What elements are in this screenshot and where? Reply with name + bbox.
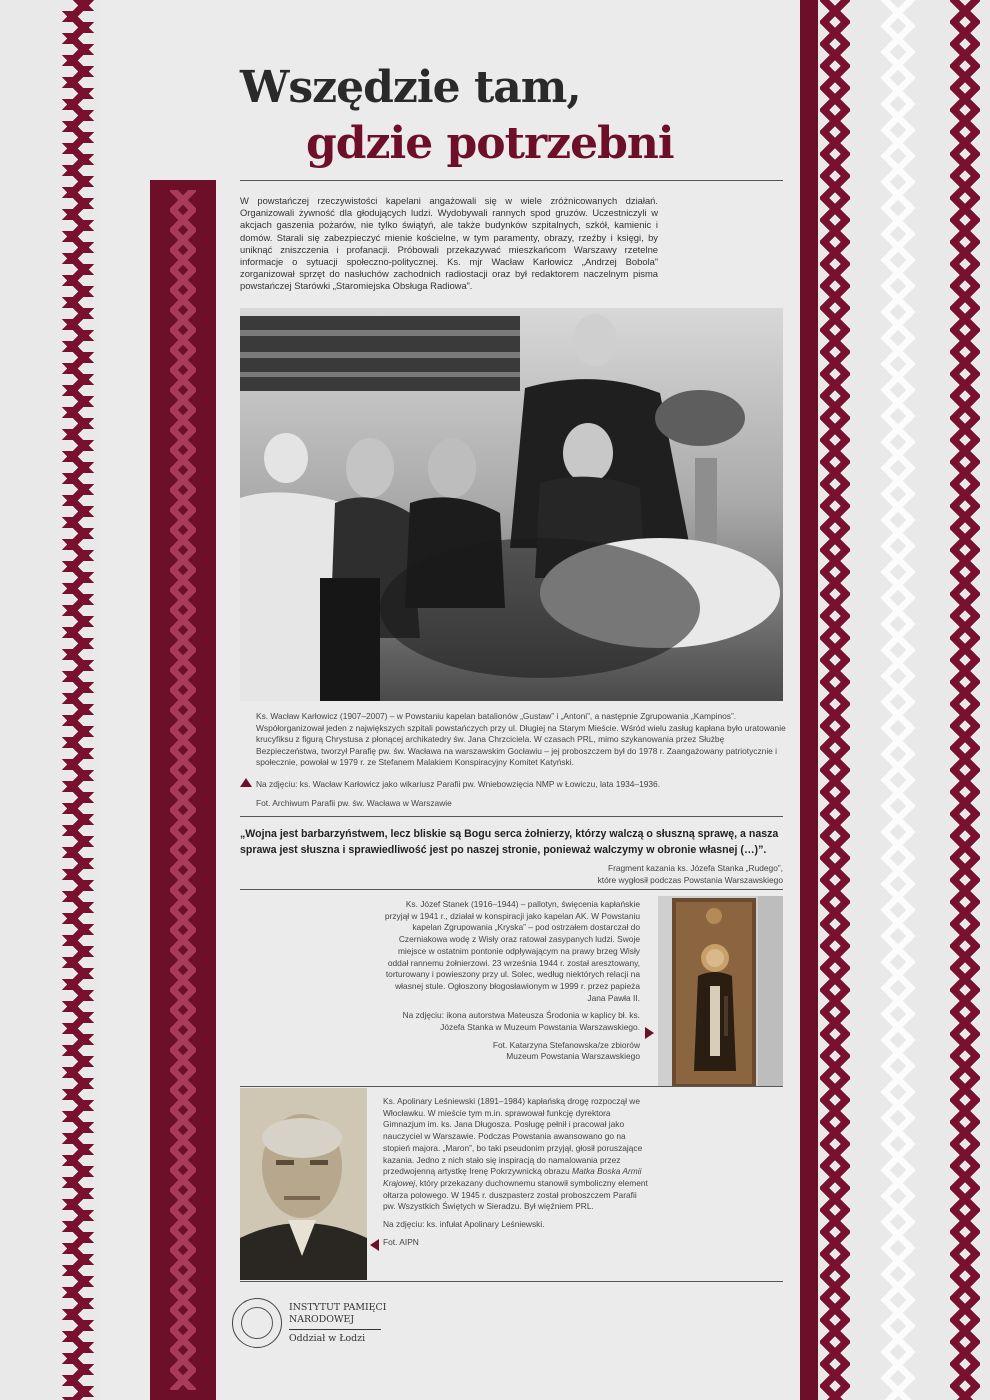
triangle-right-icon bbox=[645, 1027, 654, 1039]
lesniewski-bio bbox=[383, 1096, 648, 1213]
lesniewski-section bbox=[383, 1096, 648, 1248]
karlowicz-photo-caption: Na zdjęciu: ks. Wacław Karłowicz jako wikariusz Parafii pw. Wniebowzięcia NMP w Łowiczu, lata 1934–1936. bbox=[256, 779, 661, 789]
quote-source-line-1: Fragment kazania ks. Józefa Stanka „Rudego”, bbox=[607, 863, 783, 873]
maroon-sidebar bbox=[150, 180, 216, 1400]
triangle-up-icon bbox=[240, 778, 252, 787]
maroon-band bbox=[800, 0, 818, 1400]
stanek-bio: Ks. Józef Stanek (1916–1944) – pallotyn, święcenia kapłańskie przyjął w 1941 r., działał w konspiracji jako kapelan AK. W Powstaniu kapelan Zgrupowania „Kryska” – pod ostrzałem dostarczał do Czerniakowa wodę z Wisły oraz ratował zasypanych ludzi. Swoje miejsce w ostatnim pontonie odpływającym na prawy brzeg Wisły oddał rannemu żołnierzowi. 23 września 1944 r. został aresztowany, torturowany i powieszony przy ul. Solec, według niektórych relacji na własnej stule. Ogłoszony błogosławionym w 1999 r. przez papieża Jana Pawła II. bbox=[384, 899, 640, 1003]
divider bbox=[240, 180, 783, 181]
zigzag-pattern bbox=[820, 0, 850, 1400]
group-photo-image bbox=[240, 308, 783, 701]
lesniewski-bio-painting-title: Matka Boska Armii Krajowej bbox=[383, 1166, 642, 1188]
left-border-ornament bbox=[0, 0, 100, 1400]
divider bbox=[240, 1086, 783, 1087]
zigzag-pattern bbox=[62, 0, 94, 1400]
quote-source-line-2: które wygłosił podczas Powstania Warszawskiego bbox=[597, 875, 783, 885]
right-border-ornament bbox=[800, 0, 990, 1400]
org-branch: Oddział w Łodzi bbox=[289, 1333, 366, 1344]
lesniewski-bio-part-1: Ks. Apolinary Leśniewski (1891–1984) kapłańską drogę rozpoczął we Włocławku. W mieście tym m.in. sprawował funkcję dyrektora Gimnazjum im. ks. Jana Długosza. Posługę pełnił i pracował jako nauczyciel w Warszawie. Podczas Powstania awansowano go na stopień majora. „Maron”, bo taki pseudonim przyjął, głosił poruszające kazania. Jedno z nich stało się inspiracją do namalowania przez przedwojenną artystkę Irenę Pokrzywnicką obrazu bbox=[383, 1096, 643, 1177]
eagle-emblem-icon bbox=[241, 1307, 273, 1339]
lesniewski-bio-part-2: , który przekazany duchownemu stanowił symboliczny element ołtarza polowego. W 1945 r. duszpasterz został proboszczem Parafii pw. Wszystkich Świętych w Sieradzu. Był więźniem PRL. bbox=[383, 1177, 648, 1212]
portrait-image bbox=[240, 1088, 367, 1280]
zigzag-pattern bbox=[950, 0, 980, 1400]
org-name-line-1: INSTYTUT PAMIĘCI bbox=[289, 1302, 387, 1313]
stanek-section bbox=[380, 899, 640, 1063]
stanek-photo-credit bbox=[380, 1040, 640, 1063]
title-line-1: Wszędzie tam, bbox=[240, 62, 581, 113]
lesniewski-photo-caption: Na zdjęciu: ks. infułat Apolinary Leśniewski. bbox=[383, 1219, 545, 1230]
org-divider bbox=[289, 1329, 381, 1330]
divider bbox=[240, 889, 783, 890]
karlowicz-group-photo bbox=[240, 308, 783, 701]
stanek-photo-caption: Na zdjęciu: ikona autorstwa Mateusza Środonia w kaplicy bł. ks. Józefa Stanka w Muzeum Powstania Warszawskiego. bbox=[402, 1010, 640, 1033]
stanek-quote: „Wojna jest barbarzyństwem, lecz bliskie są Bogu serca żołnierzy, którzy walczą o słuszną sprawę, a nasza sprawa jest słuszna i sprawiedliwość jest po naszej stronie, ponieważ walczymy w obronie własnej (…)”. bbox=[240, 828, 779, 856]
divider bbox=[240, 816, 783, 817]
zigzag-pattern bbox=[170, 190, 196, 1390]
org-name-line-2: NARODOWEJ bbox=[289, 1314, 355, 1325]
stanek-photo-credit-line-1: Fot. Katarzyna Stefanowska/ze zbiorów bbox=[492, 1039, 640, 1050]
divider bbox=[240, 1281, 783, 1282]
karlowicz-photo-credit: Fot. Archiwum Parafii pw. św. Wacława w Warszawie bbox=[256, 798, 452, 808]
stanek-icon-photo bbox=[658, 896, 783, 1086]
intro-paragraph: W powstańczej rzeczywistości kapelani angażowali się w wiele zróżnicowanych działań. Organizowali żywność dla głodujących ludzi. Wydobywali rannych spod gruzów. Uczestniczyli w akcjach gaszenia pożarów, nie tylko świątyń, ale także budynków szpitalnych, szkół, kamienic i domów. Starali się zabezpieczyć mienie kościelne, w tym paramenty, obrazy, rzeźby i księgi, by uniknąć zniszczenia i profanacji. Próbowali przekazywać mieszkańcom Warszawy rzetelne informacje o sytuacji społeczno-politycznej. Ks. mjr Wacław Karłowicz „Andrzej Bobola” zorganizował sprzęt do nasłuchów zachodnich radiostacji oraz był redaktorem naczelnym pisma powstańczej Starówki „Staromiejska Obsługa Radiowa”. bbox=[240, 195, 658, 292]
quote-source bbox=[483, 862, 783, 886]
triangle-left-icon bbox=[370, 1239, 379, 1251]
zigzag-pattern-white bbox=[880, 0, 916, 1400]
title-line-2: gdzie potrzebni bbox=[306, 118, 674, 169]
ipn-logo bbox=[232, 1298, 282, 1348]
lesniewski-photo-credit: Fot. AIPN bbox=[383, 1236, 419, 1247]
organization-block bbox=[289, 1302, 399, 1345]
stanek-photo-credit-line-2: Muzeum Powstania Warszawskiego bbox=[506, 1051, 640, 1062]
karlowicz-bio: Ks. Wacław Karłowicz (1907–2007) – w Powstaniu kapelan batalionów „Gustaw” i „Antoni”, a następnie Zgrupowania „Kampinos”. Współorganizował jeden z największych szpitali powstańczych przy ul. Długiej na Starym Mieście. Wśród wielu zasług kapłana było uratowanie krucyfiksu z figurą Chrystusa z płonącej archikatedry św. Jana Chrzciciela. W czasach PRL, mimo szykanowania przez Służbę Bezpieczeństwa, tworzył Parafię pw. św. Wacława na warszawskim Gocławiu – jej proboszczem był do 1978 r. Zaangażowany patriotycznie i społecznie, powołał w 1979 r. ze Stefanem Malakiem Konspiracyjny Komitet Katyński. bbox=[256, 711, 786, 768]
icon-painting-image bbox=[658, 896, 783, 1086]
lesniewski-portrait bbox=[240, 1088, 367, 1280]
